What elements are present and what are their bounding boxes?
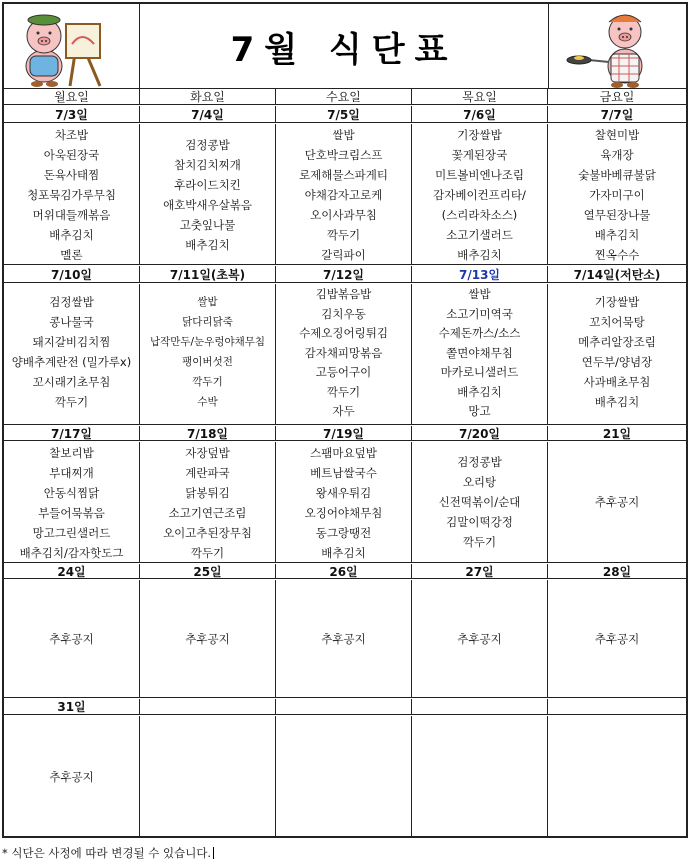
menu-item: 로제해물스파게티 <box>299 168 388 182</box>
menu-item: 망고그린샐러드 <box>32 526 111 540</box>
menu-item: 부대찌개 <box>49 466 94 480</box>
date-cell-empty <box>140 699 276 714</box>
date-row-week5 <box>4 699 686 715</box>
menu-item: (스리라차소스) <box>441 208 518 222</box>
menu-item: 추후공지 <box>49 632 94 646</box>
menu-item: 야채감자고로케 <box>304 188 383 202</box>
menu-row-week1 <box>4 124 686 265</box>
menu-item: 스팸마요덮밥 <box>310 446 377 460</box>
footnote <box>2 845 214 861</box>
date-cell: 7/11일(초복) <box>140 266 276 282</box>
day-thursday: 목요일 <box>412 89 548 104</box>
menu-cell <box>140 580 276 697</box>
menu-item: 깍두기 <box>462 535 497 549</box>
menu-cell <box>4 580 140 697</box>
menu-item: 돼지갈비김치찜 <box>32 335 111 349</box>
menu-item: 닭봉튀김 <box>185 486 230 500</box>
menu-item: 김치우동 <box>321 306 366 321</box>
menu-item: 수제돈까스/소스 <box>438 326 521 340</box>
menu-item: 오이사과무침 <box>310 208 377 222</box>
date-cell: 7/12일 <box>276 266 412 282</box>
menu-item: 동그랑땡전 <box>315 526 372 540</box>
date-cell: 7/18일 <box>140 426 276 440</box>
menu-cell <box>276 442 412 562</box>
menu-item: 안동식찜닭 <box>43 486 100 500</box>
page-title: 7월 식단표 <box>230 30 458 70</box>
day-wednesday: 수요일 <box>276 89 412 104</box>
date-cell: 21일 <box>602 426 632 440</box>
menu-item: 후라이드치킨 <box>174 178 241 192</box>
day-friday: 금요일 <box>599 90 635 104</box>
date-cell: 7/5일 <box>276 106 412 122</box>
menu-item: 자장덮밥 <box>185 446 230 460</box>
date-cell-highlighted: 7/13일 <box>412 266 548 282</box>
date-cell: 7/10일 <box>4 266 140 282</box>
menu-cell <box>140 284 276 424</box>
menu-cell <box>548 284 686 424</box>
menu-item: 자두 <box>332 404 355 418</box>
menu-item: 소고기미역국 <box>446 306 513 321</box>
menu-item: 고등어구이 <box>315 365 372 379</box>
menu-cell-empty <box>276 716 412 836</box>
menu-item: 납작만두/눈우렁야채무침 <box>149 336 266 348</box>
menu-item: 쌀밥 <box>332 128 355 142</box>
menu-item: 청포묵김가루무침 <box>27 188 116 202</box>
menu-item: 신전떡볶이/순대 <box>438 495 521 509</box>
menu-item: 망고 <box>468 404 491 418</box>
menu-cell <box>412 284 548 424</box>
date-row-week1 <box>4 106 686 123</box>
menu-item: 꽃게된장국 <box>451 148 508 162</box>
date-cell: 31일 <box>4 699 140 714</box>
menu-cell <box>548 124 686 264</box>
menu-item: 베트남쌀국수 <box>310 466 377 480</box>
menu-item: 참치김치찌개 <box>174 158 241 172</box>
day-monday: 월요일 <box>4 89 140 104</box>
menu-item: 쫄면야채무침 <box>446 345 513 360</box>
menu-item: 수제오징어링튀김 <box>299 326 388 340</box>
menu-item: 추후공지 <box>185 632 230 646</box>
menu-item: 가자미구이 <box>589 188 645 202</box>
menu-item: 양배추계란전 (밀가루x) <box>11 355 132 369</box>
menu-row-week3 <box>4 442 686 563</box>
menu-cell-empty <box>548 716 686 836</box>
menu-item: 육개장 <box>600 148 634 162</box>
menu-item: 배추김치 <box>594 395 640 409</box>
menu-item: 깍두기 <box>326 384 361 399</box>
menu-cell <box>4 716 140 836</box>
menu-cell <box>276 284 412 424</box>
menu-item: 메추리알장조림 <box>578 335 656 349</box>
menu-item: 돈육사태찜 <box>43 168 100 182</box>
menu-item: 깍두기 <box>54 395 89 409</box>
date-cell: 26일 <box>276 564 412 578</box>
menu-item: 마카로니샐러드 <box>440 365 519 379</box>
menu-item: 차조밥 <box>54 128 89 142</box>
menu-cell <box>412 580 548 697</box>
menu-item: 찰현미밥 <box>594 128 640 142</box>
menu-item: 머위대들깨볶음 <box>32 208 111 222</box>
menu-item: 깍두기 <box>190 546 225 560</box>
menu-item: 아욱된장국 <box>43 148 100 162</box>
menu-item: 추후공지 <box>457 632 502 646</box>
menu-item: 오징어야채무침 <box>304 506 383 520</box>
menu-cell <box>4 124 140 264</box>
date-cell: 7/4일 <box>140 106 276 122</box>
menu-cell <box>4 284 140 424</box>
menu-item: 기장쌀밥 <box>457 128 502 142</box>
menu-cell <box>412 442 548 562</box>
pig-cook-illustration <box>548 4 686 89</box>
menu-item: 배추김치 <box>457 384 502 399</box>
date-cell: 28일 <box>602 564 632 578</box>
menu-item: 검정콩밥 <box>185 138 230 152</box>
menu-item: 쌀밥 <box>468 287 491 301</box>
menu-item: 배추김치 <box>594 228 640 242</box>
menu-item: 계란파국 <box>185 466 230 480</box>
footnote-text: * 식단은 사정에 따라 변경될 수 있습니다. <box>2 846 212 860</box>
menu-item: 쌀밥 <box>197 296 218 308</box>
menu-cell <box>276 124 412 264</box>
menu-cell <box>140 124 276 264</box>
date-row-week3 <box>4 426 686 441</box>
menu-item: 검정콩밥 <box>457 455 502 469</box>
menu-item: 김밥볶음밥 <box>315 287 372 301</box>
menu-item: 배추김치 <box>49 228 94 242</box>
menu-item: 소고기연근조림 <box>168 506 247 520</box>
menu-item: 미트볼비엔나조림 <box>435 168 524 182</box>
menu-item: 추후공지 <box>321 632 366 646</box>
menu-item: 깍두기 <box>326 228 361 242</box>
menu-item: 연두부/양념장 <box>581 355 653 369</box>
date-row-week2 <box>4 266 686 283</box>
menu-cell <box>4 442 140 562</box>
menu-item: 배추김치 <box>185 238 230 252</box>
menu-item: 검정쌀밥 <box>49 295 94 309</box>
menu-cell <box>548 580 686 697</box>
menu-item: 꼬치어묵탕 <box>589 315 645 329</box>
text-cursor <box>213 847 214 859</box>
menu-item: 배추김치 <box>457 248 502 262</box>
date-cell: 7/19일 <box>276 426 412 440</box>
menu-cell <box>548 442 686 562</box>
date-cell-empty <box>412 699 548 714</box>
menu-cell <box>276 580 412 697</box>
date-cell: 7/3일 <box>4 106 140 122</box>
menu-item: 콩나물국 <box>49 315 94 329</box>
menu-item: 배추김치 <box>321 546 366 560</box>
menu-row-week4 <box>4 580 686 698</box>
menu-item: 오이고추된장무침 <box>163 526 252 540</box>
date-cell-empty <box>548 699 686 714</box>
menu-item: 배추김치/감자핫도그 <box>19 546 124 560</box>
date-cell: 7/17일 <box>4 426 140 440</box>
menu-item: 부들어묵볶음 <box>38 506 105 520</box>
date-cell: 7/14일(저탄소) <box>573 267 661 282</box>
date-cell: 7/6일 <box>412 106 548 122</box>
menu-item: 추후공지 <box>594 495 640 509</box>
menu-item: 갈릭파이 <box>321 248 366 262</box>
menu-row-week2 <box>4 284 686 425</box>
day-header-row <box>4 89 686 105</box>
menu-item: 수박 <box>197 396 218 408</box>
menu-item: 김말이떡강정 <box>446 515 513 529</box>
menu-item: 깍두기 <box>192 376 223 388</box>
menu-item: 꼬시래기초무침 <box>32 375 111 389</box>
menu-cell <box>412 124 548 264</box>
menu-item: 고춧잎나물 <box>179 218 236 232</box>
menu-item: 팽이버섯전 <box>182 356 233 368</box>
date-cell: 7/20일 <box>412 426 548 440</box>
menu-item: 열무된장나물 <box>583 208 651 222</box>
menu-item: 기장쌀밥 <box>594 295 640 309</box>
pig-painter-illustration <box>4 4 140 89</box>
menu-row-week5 <box>4 716 686 836</box>
date-cell: 24일 <box>4 564 140 578</box>
menu-item: 애호박새우살볶음 <box>163 198 252 212</box>
menu-item: 멜론 <box>60 248 83 262</box>
menu-sheet <box>2 2 688 838</box>
menu-item: 사과배초무침 <box>583 375 651 389</box>
day-tuesday: 화요일 <box>140 89 276 104</box>
date-row-week4 <box>4 564 686 579</box>
menu-item: 찰보리밥 <box>49 446 94 460</box>
menu-item: 오리탕 <box>462 475 497 489</box>
menu-item: 추후공지 <box>594 632 640 646</box>
date-cell: 27일 <box>412 564 548 578</box>
menu-cell-empty <box>412 716 548 836</box>
menu-item: 단호박크림스프 <box>304 148 383 162</box>
menu-item: 추후공지 <box>49 769 94 784</box>
menu-item: 닭다리닭죽 <box>182 316 233 328</box>
menu-item: 감자채피망볶음 <box>304 345 383 360</box>
date-cell: 7/7일 <box>600 107 634 122</box>
date-cell: 25일 <box>140 564 276 578</box>
menu-item: 찐옥수수 <box>594 248 640 262</box>
menu-item: 왕새우튀김 <box>315 486 372 500</box>
menu-item: 소고기샐러드 <box>446 228 513 242</box>
menu-cell <box>140 442 276 562</box>
menu-item: 감자베이컨프리타/ <box>433 188 526 202</box>
menu-cell-empty <box>140 716 276 836</box>
menu-item: 숯불바베큐불닭 <box>578 168 656 182</box>
date-cell-empty <box>276 699 412 714</box>
header <box>4 4 686 89</box>
